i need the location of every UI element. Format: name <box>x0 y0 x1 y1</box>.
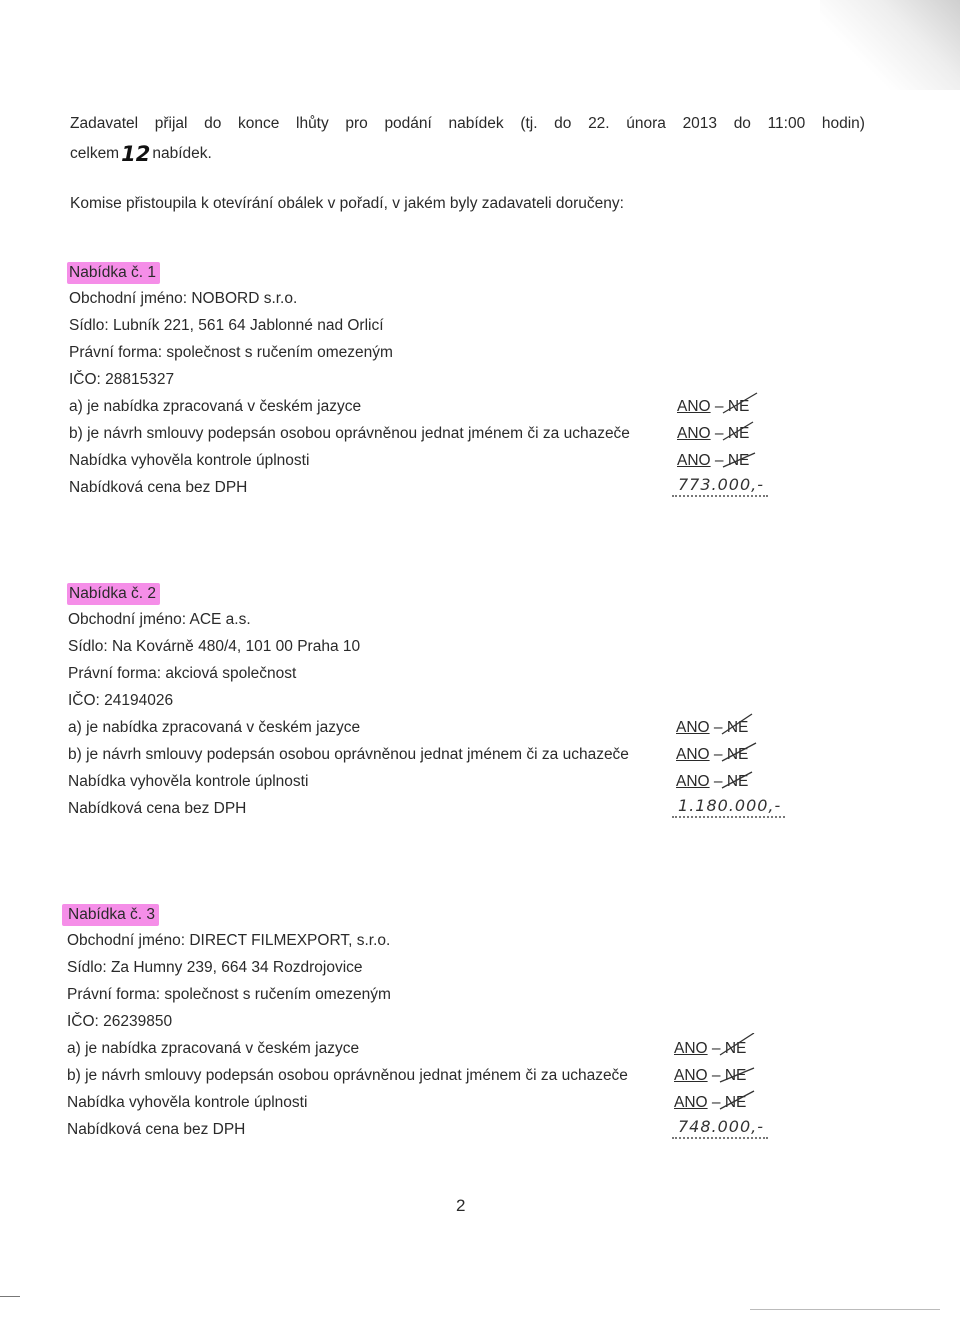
offer-block <box>0 904 960 1164</box>
offer-criterion-language: a) je nabídka zpracovaná v českém jazyce <box>69 398 362 415</box>
intro-word: 11:00 <box>767 115 806 132</box>
intro-word: lhůty <box>296 115 329 132</box>
handwritten-price: 773.000,- <box>672 475 768 497</box>
handwritten-price: 1.180.000,- <box>672 796 785 818</box>
ano-ne-answer: ANO – NE <box>674 1066 746 1086</box>
ano-ne-answer: ANO – NE <box>677 451 749 471</box>
commission-statement: Komise přistoupila k otevírání obálek v pořadí, v jakém byly zadavateli doručeny: <box>70 195 624 212</box>
intro-word: (tj. <box>520 115 538 132</box>
offer-company-name: Obchodní jméno: DIRECT FILMEXPORT, s.r.o. <box>67 932 391 949</box>
offer-company-name: Obchodní jméno: ACE a.s. <box>68 611 251 628</box>
offer-legal-form: Právní forma: společnost s ručením omezeným <box>69 344 393 361</box>
intro-word: do <box>204 115 222 132</box>
offer-ico: IČO: 28815327 <box>69 371 175 388</box>
offer-legal-form: Právní forma: akciová společnost <box>68 665 297 682</box>
scan-edge-mark <box>0 1296 20 1297</box>
intro-line <box>70 114 865 134</box>
scan-edge-mark <box>750 1309 940 1310</box>
intro-prefix: celkem <box>70 145 120 162</box>
offer-criterion-completeness: Nabídka vyhověla kontrole úplnosti <box>68 773 309 790</box>
offer-price-label: Nabídková cena bez DPH <box>69 479 248 496</box>
ano-ne-answer: ANO – NE <box>677 424 749 444</box>
offer-ico: IČO: 26239850 <box>67 1013 173 1030</box>
intro-word: přijal <box>154 115 188 132</box>
offer-address: Sídlo: Na Kovárně 480/4, 101 00 Praha 10 <box>68 638 361 655</box>
handwritten-offer-count: 12 <box>121 142 151 166</box>
offer-block <box>0 583 960 843</box>
offer-block <box>0 262 960 522</box>
offer-price-label: Nabídková cena bez DPH <box>67 1121 246 1138</box>
offer-criterion-signature: b) je návrh smlouvy podepsán osobou oprávněnou jednat jménem či za uchazeče <box>69 425 630 442</box>
offer-address: Sídlo: Za Humny 239, 664 34 Rozdrojovice <box>67 959 363 976</box>
ano-ne-answer: ANO – NE <box>676 745 748 765</box>
intro-word: do <box>733 115 751 132</box>
intro-word: února <box>626 115 666 132</box>
offer-ico: IČO: 24194026 <box>68 692 174 709</box>
page-number: 2 <box>456 1196 466 1215</box>
intro-word: 22. <box>588 115 610 132</box>
offer-heading: Nabídka č. 1 <box>67 262 160 284</box>
intro-line-2 <box>70 141 212 164</box>
offer-criterion-completeness: Nabídka vyhověla kontrole úplnosti <box>67 1094 308 1111</box>
intro-word: konce <box>237 115 280 132</box>
ano-ne-answer: ANO – NE <box>674 1093 746 1113</box>
intro-word: nabídek <box>448 115 504 132</box>
intro-word: 2013 <box>682 115 718 132</box>
intro-word: Zadavatel <box>70 115 139 132</box>
handwritten-price: 748.000,- <box>672 1117 768 1139</box>
offer-heading: Nabídka č. 2 <box>67 583 160 605</box>
offer-criterion-language: a) je nabídka zpracovaná v českém jazyce <box>68 719 361 736</box>
scan-corner-shadow <box>820 0 960 90</box>
intro-word: hodin) <box>821 115 865 132</box>
offer-company-name: Obchodní jméno: NOBORD s.r.o. <box>69 290 298 307</box>
ano-ne-answer: ANO – NE <box>677 397 749 417</box>
offer-criterion-completeness: Nabídka vyhověla kontrole úplnosti <box>69 452 310 469</box>
intro-word: podání <box>384 115 432 132</box>
offer-address: Sídlo: Lubník 221, 561 64 Jablonné nad Orlicí <box>69 317 384 334</box>
offer-criterion-signature: b) je návrh smlouvy podepsán osobou oprávněnou jednat jménem či za uchazeče <box>68 746 629 763</box>
intro-word: pro <box>345 115 368 132</box>
intro-suffix: nabídek. <box>152 145 212 162</box>
offer-heading: Nabídka č. 3 <box>62 904 159 926</box>
offer-criterion-signature: b) je návrh smlouvy podepsán osobou oprávněnou jednat jménem či za uchazeče <box>67 1067 628 1084</box>
offer-price-label: Nabídková cena bez DPH <box>68 800 247 817</box>
offer-criterion-language: a) je nabídka zpracovaná v českém jazyce <box>67 1040 360 1057</box>
ano-ne-answer: ANO – NE <box>674 1039 746 1059</box>
offer-legal-form: Právní forma: společnost s ručením omezeným <box>67 986 391 1003</box>
intro-word: do <box>554 115 572 132</box>
ano-ne-answer: ANO – NE <box>676 772 748 792</box>
ano-ne-answer: ANO – NE <box>676 718 748 738</box>
